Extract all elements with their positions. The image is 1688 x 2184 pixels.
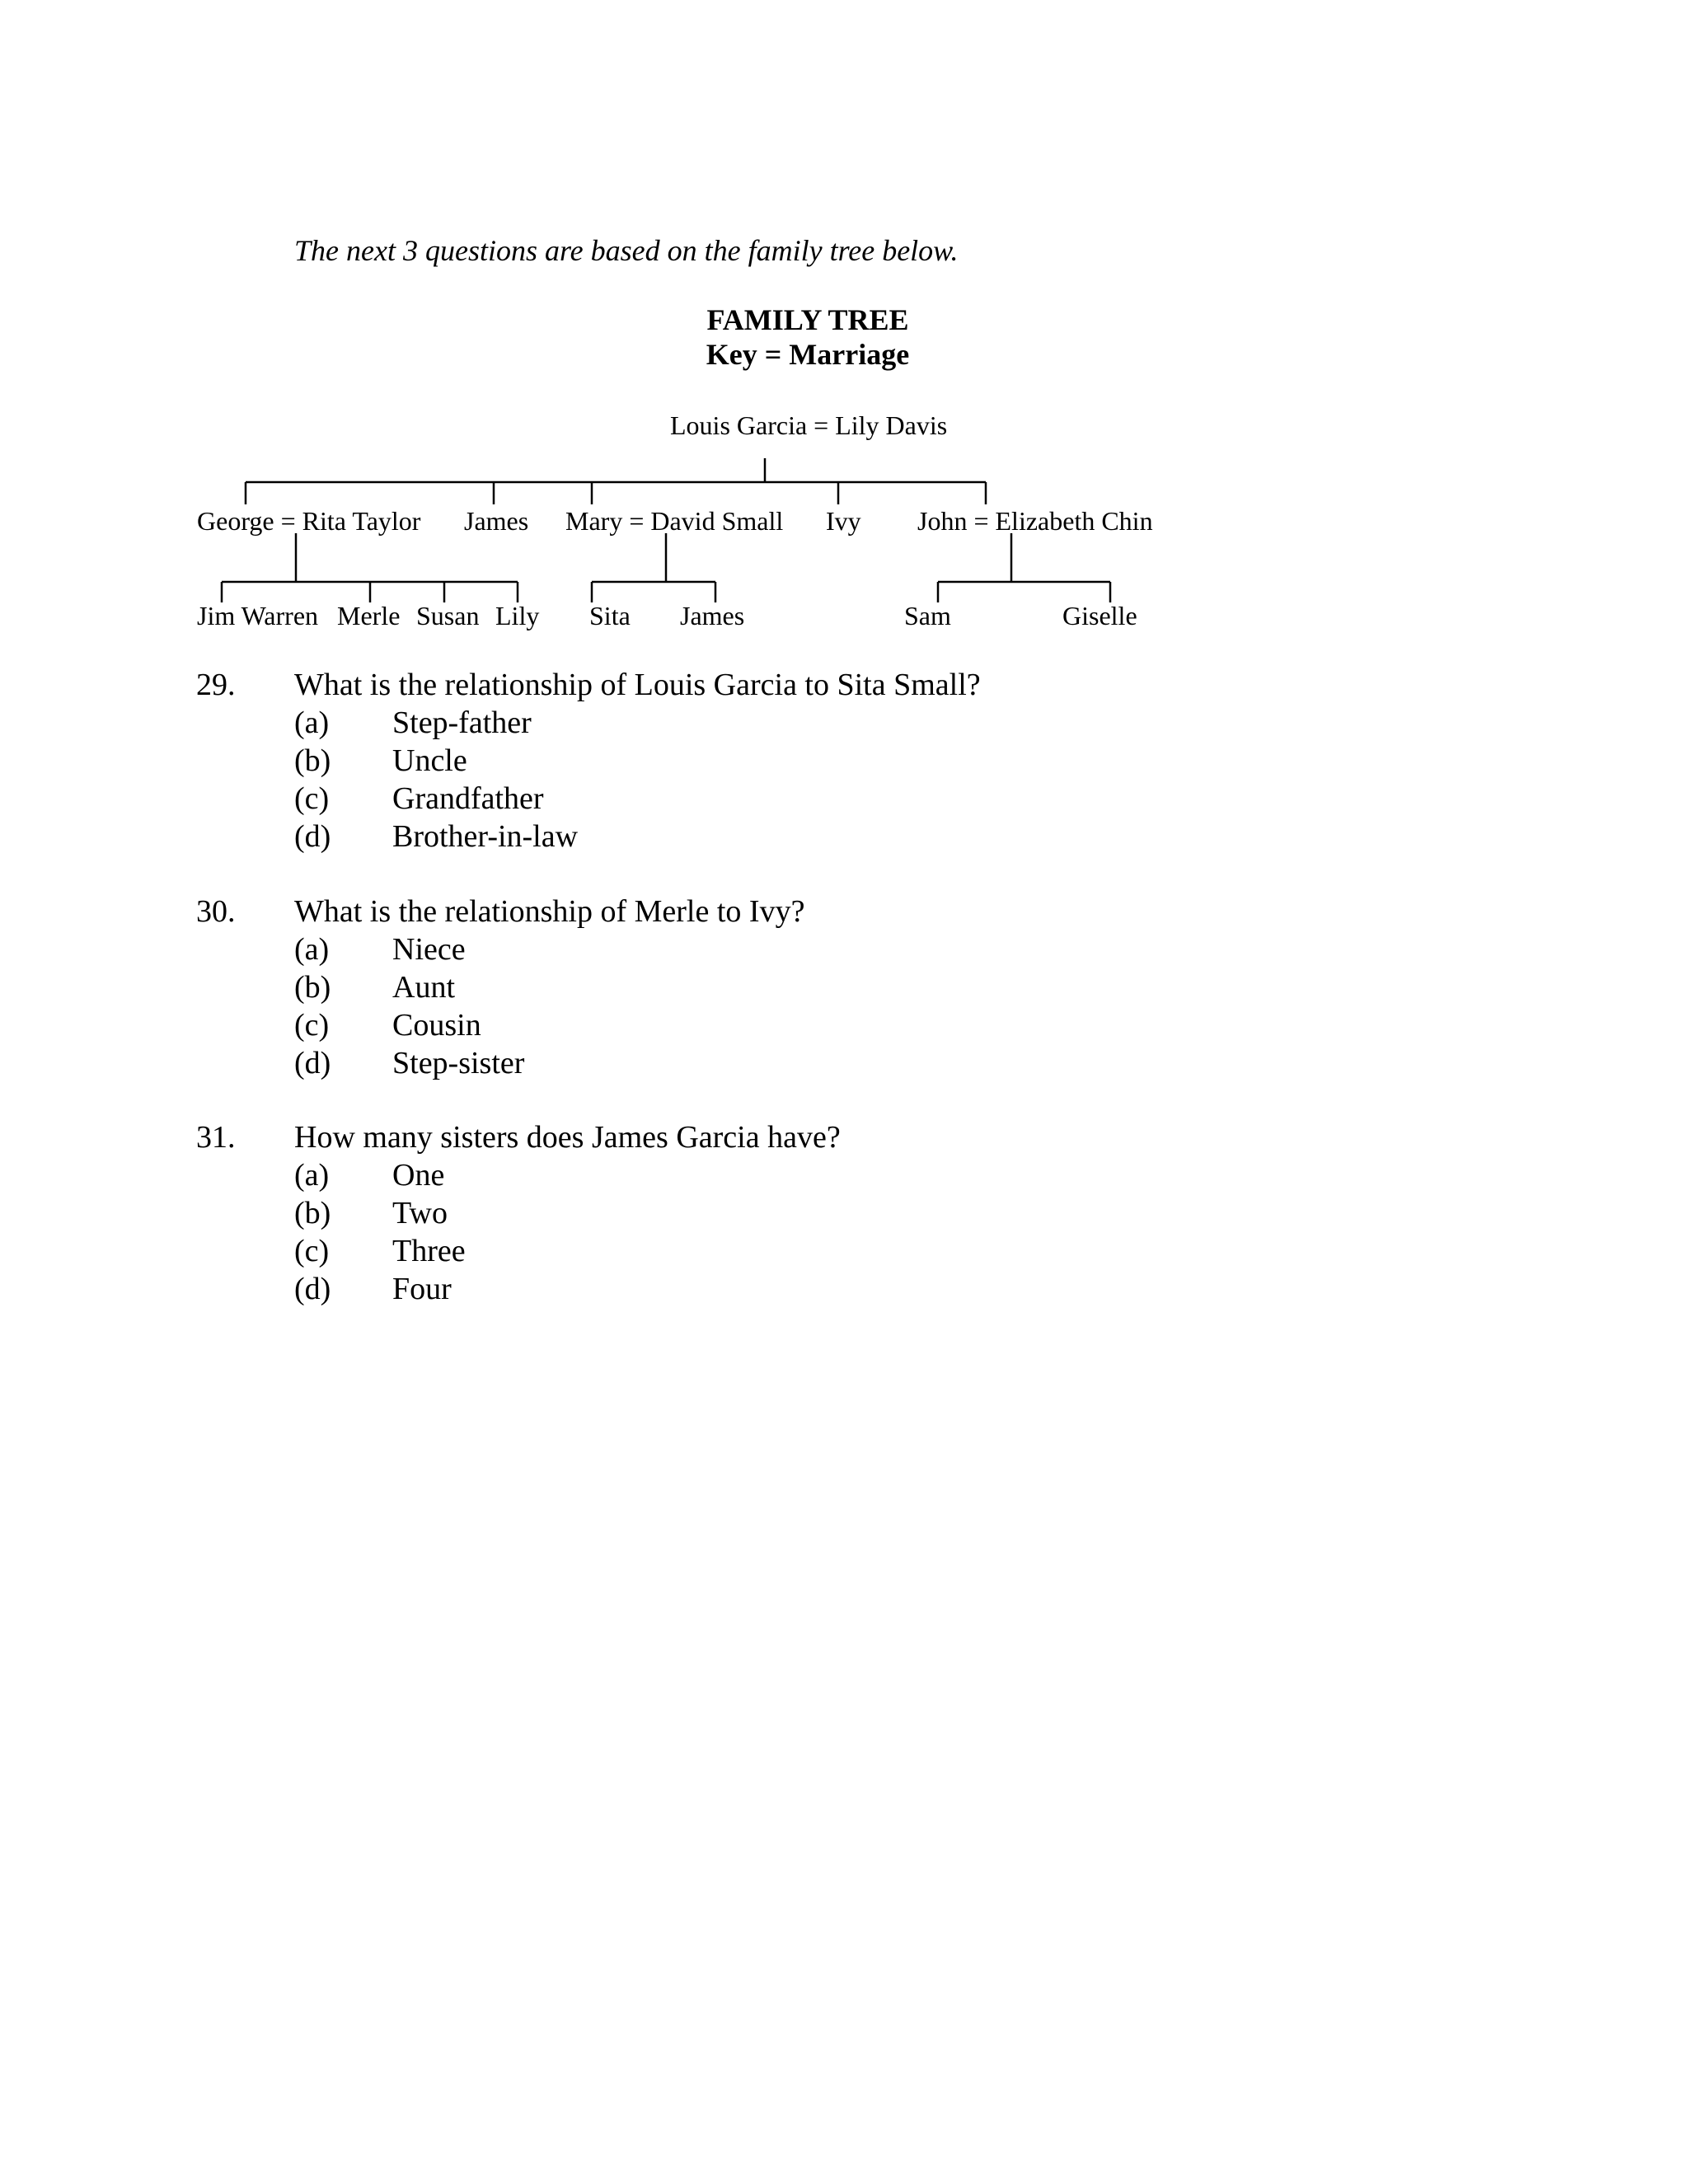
tree-node-john-elizabeth: John = Elizabeth Chin — [917, 506, 1153, 536]
option-letter: (a) — [294, 932, 330, 967]
option-text: Grandfather — [392, 781, 544, 816]
tree-node-ivy: Ivy — [826, 506, 861, 536]
tree-node-susan: Susan — [416, 601, 480, 630]
question-text: What is the relationship of Louis Garcia to Sita Small? — [294, 668, 981, 702]
question-text: What is the relationship of Merle to Ivy? — [294, 894, 805, 929]
tree-node-giselle: Giselle — [1062, 601, 1137, 630]
question-number: 30. — [196, 894, 236, 929]
tree-node-james-small: James — [680, 601, 745, 630]
option-letter: (d) — [294, 1272, 331, 1306]
option-text: Brother-in-law — [392, 819, 579, 854]
question-number: 31. — [196, 1120, 236, 1155]
option-letter: (c) — [294, 1234, 330, 1268]
option-text: Cousin — [392, 1008, 481, 1043]
tree-node-sita: Sita — [589, 601, 631, 630]
tree-node-mary-david: Mary = David Small — [565, 506, 784, 536]
option-text: Uncle — [392, 743, 467, 778]
option-letter: (a) — [294, 1158, 330, 1193]
option-letter: (c) — [294, 1008, 330, 1043]
option-letter: (a) — [294, 705, 330, 740]
tree-root-couple: Louis Garcia = Lily Davis — [670, 410, 948, 440]
option-letter: (d) — [294, 819, 331, 854]
option-text: Niece — [392, 932, 466, 967]
option-letter: (d) — [294, 1046, 331, 1080]
option-letter: (b) — [294, 1196, 331, 1230]
option-text: One — [392, 1158, 445, 1193]
intro-text: The next 3 questions are based on the family tree below. — [294, 234, 959, 267]
family-tree-lines — [0, 0, 1688, 659]
tree-node-sam: Sam — [904, 601, 951, 630]
option-text: Two — [392, 1196, 448, 1230]
question-number: 29. — [196, 668, 236, 702]
question-text: How many sisters does James Garcia have? — [294, 1120, 841, 1155]
tree-node-george-rita: George = Rita Taylor — [197, 506, 421, 536]
option-text: Aunt — [392, 970, 455, 1005]
option-text: Four — [392, 1272, 452, 1306]
family-tree-title: FAMILY TREE — [706, 303, 909, 336]
tree-node-lily: Lily — [495, 601, 540, 630]
tree-node-jim-warren: Jim Warren — [197, 601, 319, 630]
family-tree-key: Key = Marriage — [706, 338, 910, 371]
option-letter: (b) — [294, 970, 331, 1005]
option-text: Step-sister — [392, 1046, 525, 1080]
tree-node-merle: Merle — [337, 601, 401, 630]
option-text: Step-father — [392, 705, 532, 740]
option-text: Three — [392, 1234, 466, 1268]
tree-node-james: James — [464, 506, 529, 536]
option-letter: (b) — [294, 743, 331, 778]
option-letter: (c) — [294, 781, 330, 816]
